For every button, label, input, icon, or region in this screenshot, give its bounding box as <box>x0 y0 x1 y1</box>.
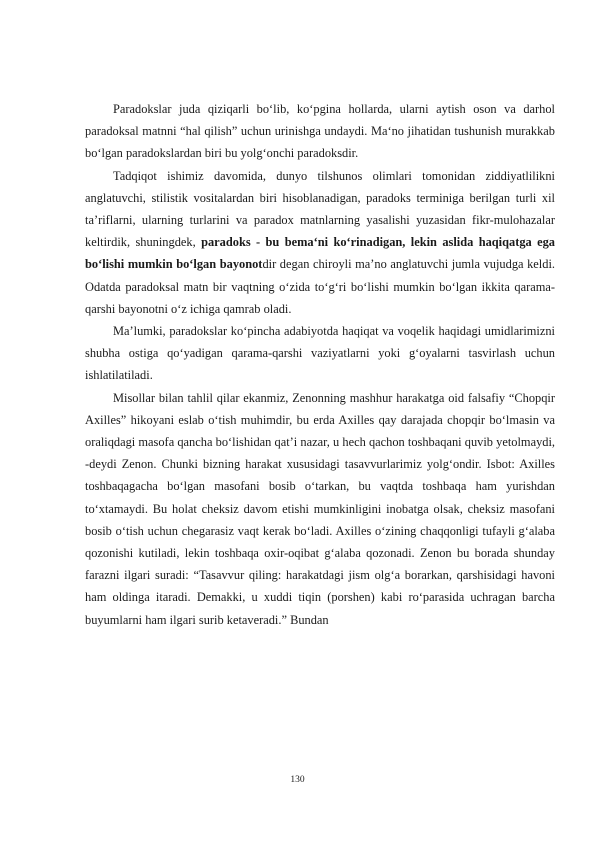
paragraph-2 <box>85 165 555 320</box>
paragraph-1 <box>85 98 555 165</box>
paragraph-4-text: Misollar bilan tahlil qilar ekanmiz, Zenonning mashhur harakatga oid falsafiy “Chopqir Axilles” hikoyani eslab o‘tish muhimdir, bu erda Axilles qay darajada chopqir bo‘lmasin va oraliqdagi masofa qancha bo‘lishidan qat’i nazar, u hech qachon toshbaqani quvib yetolmaydi, -deydi Zenon. Chunki bizning harakat xususidagi tasavvurlarimiz yolg‘ondir. Isbot: Axilles toshbaqagacha bo‘lgan masofani bosib o‘tarkan, bu vaqtda toshbaqa ham yurishdan to‘xtamaydi. Bu holat cheksiz davom etishi mumkinligini inobatga olsak, cheksiz masofani bosib o‘tish uchun chegarasiz vaqt kerak bo‘ladi. Axilles o‘zining chaqqonligi tufayli g‘alaba qozonishi kutiladi, lekin toshbaqa oxir-oqibat g‘alaba qozonadi. Zenon bu borada shunday farazni ilgari suradi: “Tasavvur qiling: harakatdagi jism olg‘a borarkan, qarshisidagi havoni ham oldinga itaradi. Demakki, u xuddi tiqin (porshen) kabi ro‘parasida uchragan barcha buyumlarni ham ilgari surib ketaveradi.” Bundan <box>85 390 555 627</box>
document-body <box>85 98 555 631</box>
paragraph-3-text: Ma’lumki, paradokslar ko‘pincha adabiyotda haqiqat va voqelik haqidagi umidlarimizni shubha ostiga qo‘yadigan qarama-qarshi vaziyatlarni yoki g‘oyalarni tasvirlash uchun ishlatilatiladi. <box>85 324 555 383</box>
paragraph-2-text-start: Tadqiqot ishimiz davomida, dunyo tilshunos olimlari tomonidan ziddiyatlilikni anglatuvchi, stilistik vositalardan biri hisoblanadigan, paradoks terminiga berilgan turli xil ta’riflarni, ularning turlarini va paradox matnlarning yasalishi yuzasidan fikr-mulohazalar keltirdik, shuningdek, <box>85 168 555 250</box>
paragraph-2-text-end: dir degan chiroyli ma’no anglatuvchi jumla vujudga keldi. Odatda paradoksal matn bir vaqtning o‘zida to‘g‘ri bo‘lishi mumkin bo‘lgan ikkita qarama-qarshi bayonotni o‘z ichiga qamrab oladi. <box>85 257 555 316</box>
paragraph-4 <box>85 387 555 631</box>
page-number: 130 <box>290 775 305 785</box>
paragraph-1-text: Paradokslar juda qiziqarli bo‘lib, ko‘pgina hollarda, ularni aytish oson va darhol paradoksal matnni “hal qilish” uchun urinishga undaydi. Ma‘no jihatidan tushunish murakkab bo‘lgan paradokslardan biri bu yolg‘onchi paradoksdir. <box>85 102 555 161</box>
paradox-definition-bold: paradoks - bu bema‘ni ko‘rinadigan, lekin aslida haqiqatga ega bo‘lishi mumkin bo‘lgan bayonot <box>85 235 555 272</box>
paragraph-3 <box>85 320 555 387</box>
